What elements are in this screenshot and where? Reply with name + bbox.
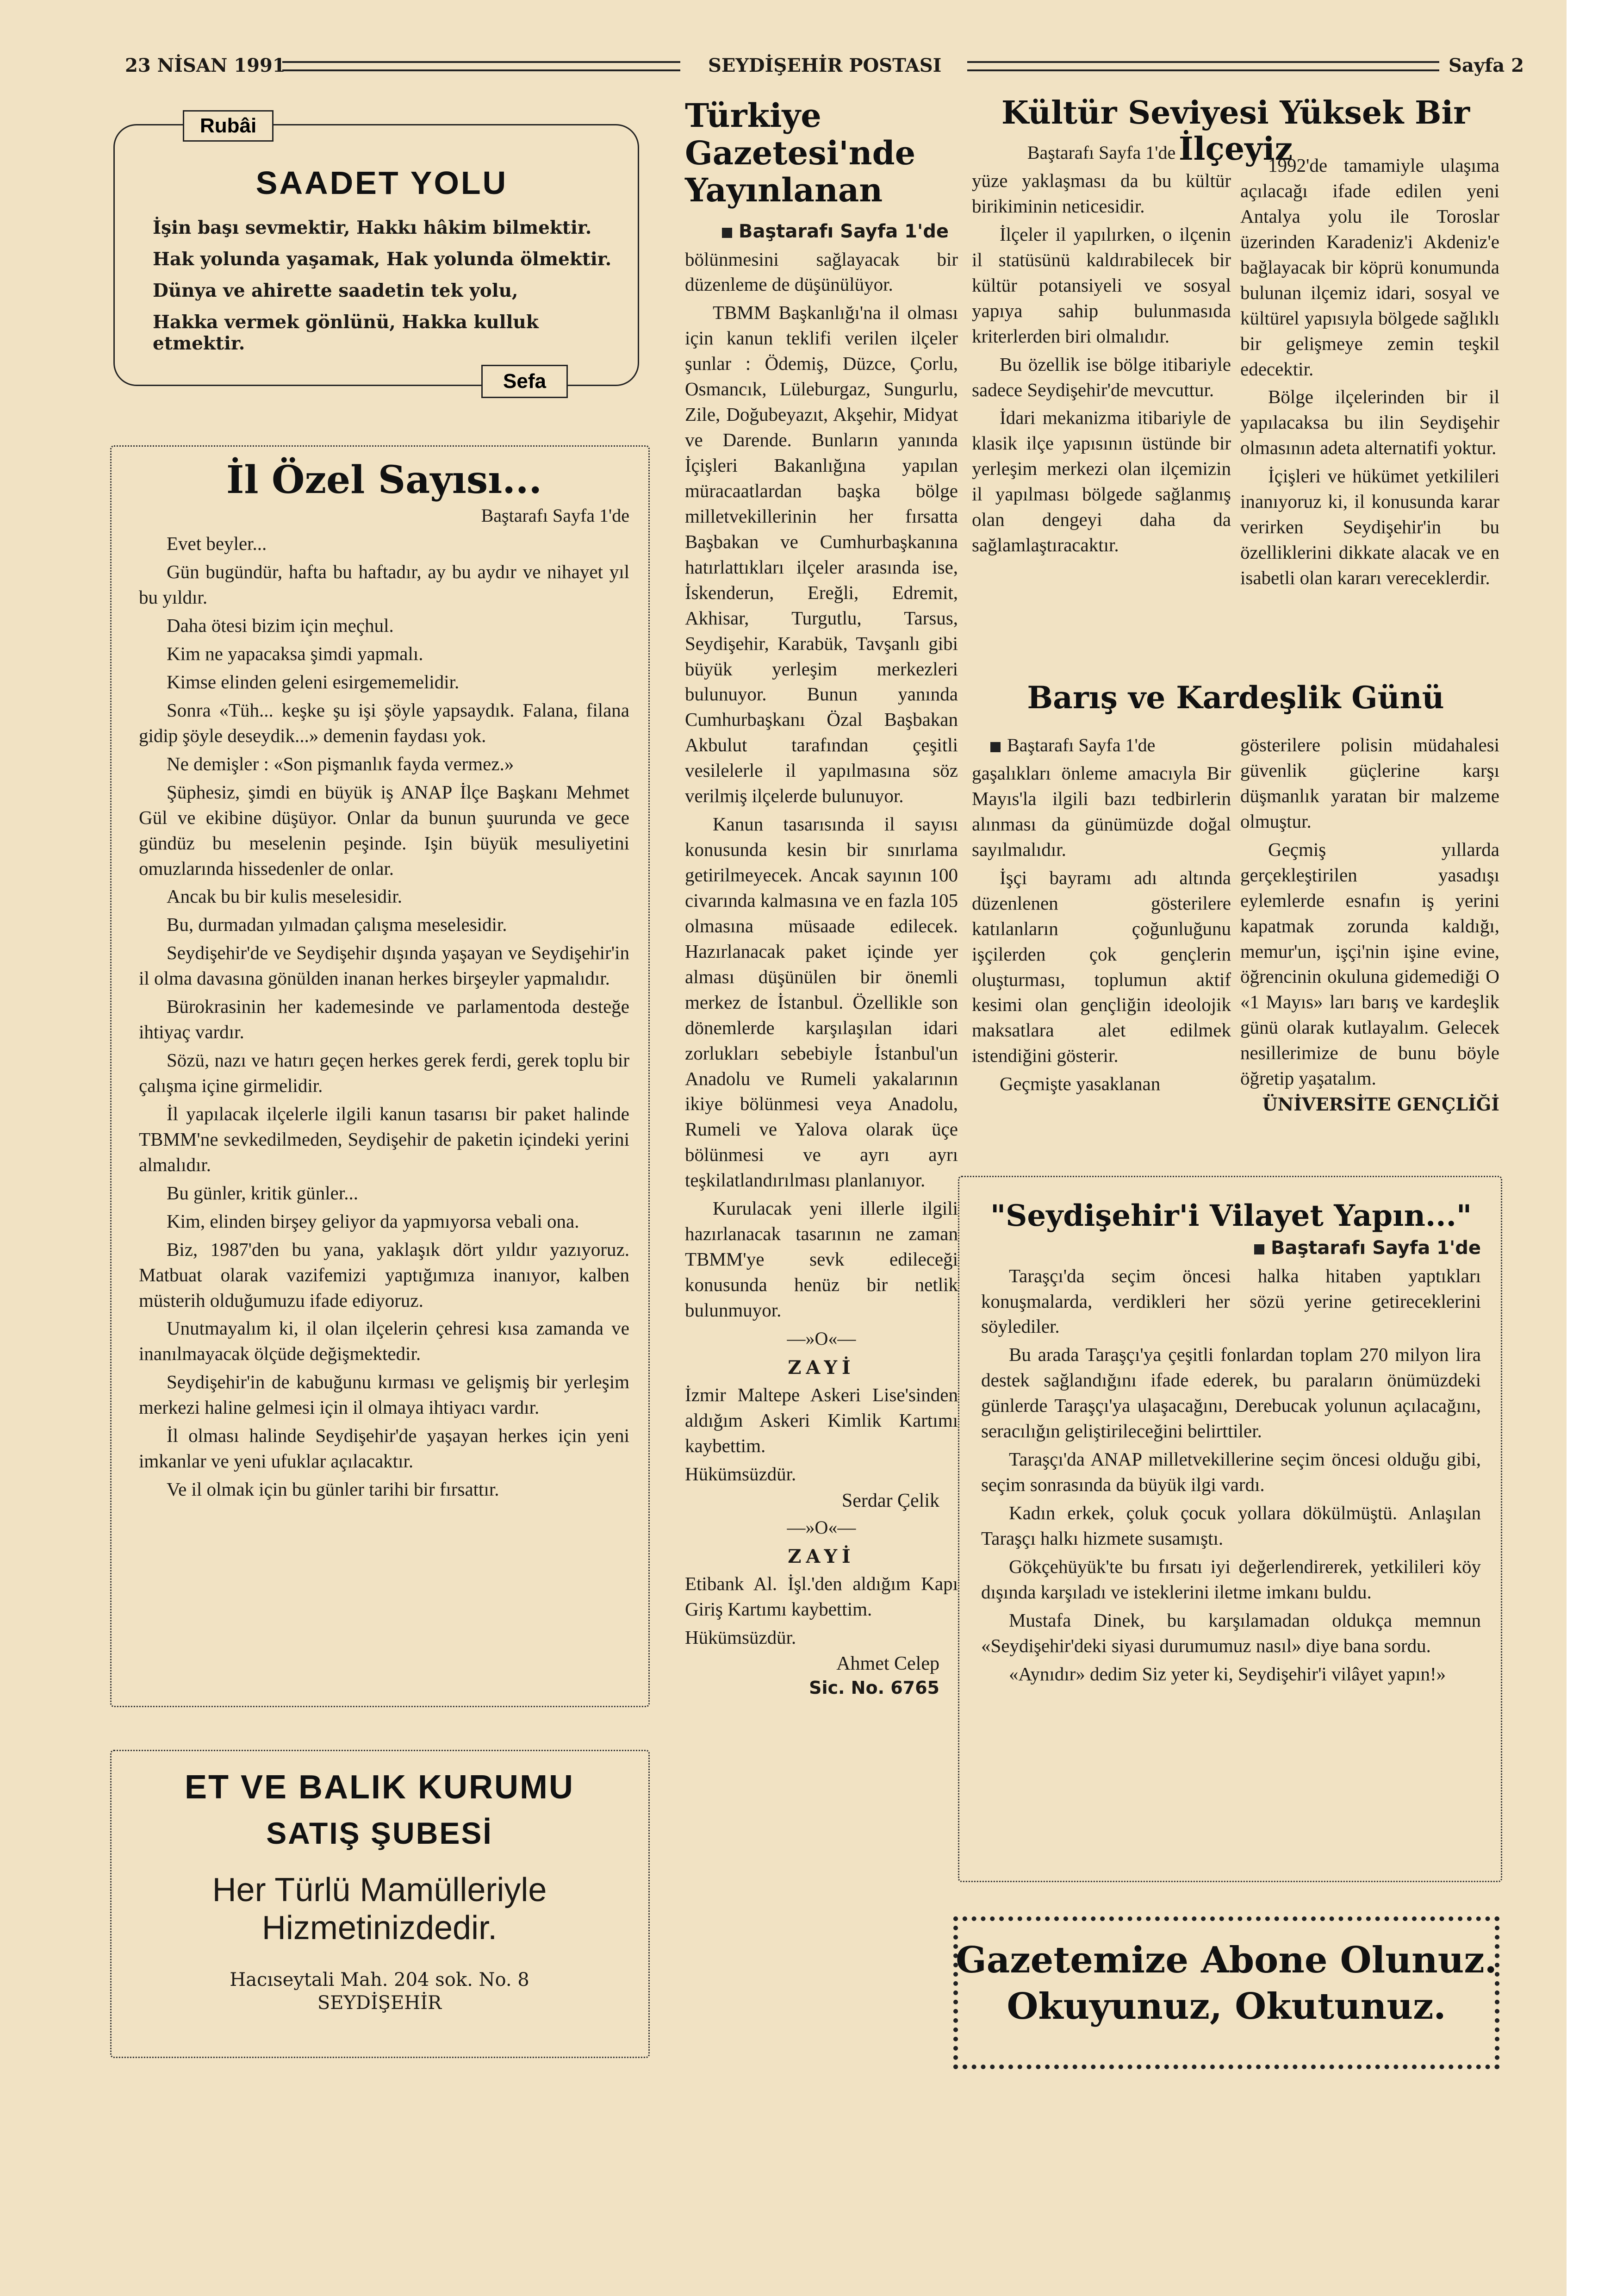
vilayet-paragraph: Mustafa Dinek, bu karşılamadan oldukça memnun «Seydişehir'deki siyasi durumumuz nasıl» diye bana sordu.	[981, 1609, 1481, 1656]
et-balik-title: ET VE BALIK KURUMU	[185, 1769, 574, 1806]
il-ozel-paragraph: Sonra «Tüh... keşke şu işi şöyle yapsaydık. Falana, filana gidip şöyle deseydik...» demenin faydası yok.	[139, 699, 629, 746]
turkiye-headline-1: Türkiye	[685, 96, 821, 135]
turkiye-headline-3: Yayınlanan	[685, 171, 883, 209]
et-balik-subtitle: SATIŞ ŞUBESİ	[266, 1816, 493, 1850]
turkiye-paragraph: TBMM Başkanlığı'na il olması için kanun teklifi verilen ilçeler şunlar : Ödemiş, Düzce, Çorlu, Osmancık, Lüleburgaz, Sungurlu, Zile, Doğubeyazıt, Akşehir, Midyat ve Darende. Bunların yanında İçişleri Bakanlığına yapılan müracaatlardan başka bölge milletvekillerinin her fırsatta Başbakan ve Cumhurbaşkanına hatırlattıkları ilçeler arasında ise, İskenderun, Ereğli, Edremit, Akhisar, Turgutlu, Tarsus, Seydişehir, Karabük, Tavşanlı gibi büyük yerleşim merkezleri bulunuyor. Bunun yanında Cumhurbaşkanı Özal Başbakan Akbulut tarafından çeşitli vesilelerle il yapılmasına söz verilmiş ilçelerde bulunuyor.	[685, 302, 958, 807]
turkiye-continued: Baştarafı Sayfa 1'de	[722, 220, 958, 242]
rubai-author: Sefa	[481, 365, 568, 398]
vilayet-paragraph: Taraşçı'da seçim öncesi halka hitaben yaptıkları konuşmalarda, verdikleri her sözü yerine getireceklerini söylediler.	[981, 1265, 1481, 1337]
il-ozel-continued: Baştarafı Sayfa 1'de	[481, 505, 629, 526]
separator: —»O«—	[787, 1328, 856, 1349]
rubai-title: SAADET YOLU	[255, 165, 508, 201]
il-ozel-paragraph: Biz, 1987'den bu yana, yaklaşık dört yıldır yazıyoruz. Matbuat olarak vazifemizi yaptığımıza inanıyor, kalben müsterih olduğumuzu ifade ediyoruz.	[139, 1238, 629, 1311]
baris-headline: Barış ve Kardeşlik Günü	[1027, 680, 1444, 716]
kultur-headline: Kültür Seviyesi Yüksek Bir İlçeyiz	[1001, 94, 1470, 168]
rubai-line-1: İşin başı sevmektir, Hakkı hâkim bilmektir.	[153, 217, 592, 238]
il-ozel-paragraph: Ve il olmak için bu günler tarihi bir fırsattır.	[167, 1479, 499, 1500]
zayi-1-signature: Serdar Çelik	[841, 1490, 939, 1511]
zayi-title: ZAYİ	[788, 1356, 855, 1379]
vilayet-paragraph: Gökçehüyük'te bu fırsatı iyi değerlendirerek, yetkilileri köy dışında karşıladı ve isteklerini iletme imkanı buldu.	[981, 1555, 1481, 1603]
turkiye-paragraph: Kanun tasarısında il sayısı konusunda kesin bir sınırlama getirilmeyecek. Ancak sayının 100 civarında kalmasına ve en fazla 105 olmasına müsaade edilecek. Hazırlanacak paket içinde yer alması düşünülen bir önemli merkez de İstanbul. Özellikle son dönemlerde karşılaşılan idari zorlukları sebebiyle İstanbul'un Anadolu ve Rumeli yakalarının ikiye bölünmesi veya Anadolu, Rumeli ve Yalova olarak üçe bölünmesi ve ayrı ayrı teşkilatlandırılması planlanıyor.	[685, 813, 958, 1191]
kultur-paragraph: İçişleri ve hükümet yetkilileri inanıyoruz ki, il konusunda karar verirken Seydişehir'in bu özelliklerini dikkate alacak ve en isabetli olan kararı vereceklerdir.	[1240, 465, 1499, 588]
et-balik-slogan-1: Her Türlü Mamülleriyle	[212, 1872, 547, 1909]
il-ozel-paragraph: Bu, durmadan yılmadan çalışma meselesidir.	[167, 914, 507, 936]
vilayet-continued: Baştarafı Sayfa 1'de	[981, 1237, 1481, 1259]
page-number: Sayfa 2	[1449, 55, 1524, 76]
bullet-square-icon	[722, 228, 732, 238]
bullet-square-icon	[1254, 1244, 1264, 1254]
vilayet-headline: "Seydişehir'i Vilayet Yapın..."	[990, 1198, 1472, 1233]
kultur-paragraph: Bölge ilçelerinden bir il yapılacaksa bu ilin Seydişehir olmasının adeta alternatifi yoktur.	[1240, 386, 1499, 459]
vilayet-paragraph: Kadın erkek, çoluk çocuk yollara dökülmüştü. Anlaşılan Taraşçı halkı hizmete susamıştı.	[981, 1502, 1481, 1549]
et-balik-city: SEYDİŞEHİR	[317, 1992, 442, 2014]
issue-date: 23 NİSAN 1991	[125, 55, 286, 76]
turkiye-headline-2: Gazetesi'nde	[685, 133, 916, 172]
header-rule-right	[967, 61, 1439, 71]
il-ozel-paragraph: Kim, elinden birşey geliyor da yapmıyorsa vebali ona.	[167, 1210, 579, 1232]
baris-paragraph: gaşalıkları önleme amacıyla Bir Mayıs'la ilgili bazı tedbirlerin alınması da günümüzde doğal sayılmalıdır.	[972, 762, 1231, 860]
il-ozel-paragraph: Unutmayalım ki, il olan ilçelerin çehresi kısa zamanda ve inanılmayacak ölçüde değişmektedir.	[139, 1317, 629, 1365]
vilayet-paragraph: Taraşçı'da ANAP milletvekillerine seçim öncesi olduğu gibi, seçim sonrasında da büyük ilgi vardı.	[981, 1448, 1481, 1496]
il-ozel-paragraph: Ne demişler : «Son pişmanlık fayda vermez.»	[167, 753, 514, 774]
kultur-paragraph: yüze yaklaşması da bu kültür birikiminin neticesidir.	[972, 170, 1231, 217]
separator: —»O«—	[787, 1516, 856, 1538]
bullet-square-icon	[990, 742, 1001, 752]
vilayet-paragraph: Bu arada Taraşçı'ya çeşitli fonlardan toplam 270 milyon lira destek sağlandığını ifade ederek, bu paraların önümüzdeki günlerde Taraşçı'ya ulaşacağını, Derebucak yolunun açılacağını, seracılığın geliştirileceğini belirttiler.	[981, 1344, 1481, 1442]
zayi-2-number: Sic. No. 6765	[809, 1678, 939, 1698]
et-balik-slogan-2: Hizmetinizdedir.	[261, 1909, 497, 1947]
il-ozel-paragraph: Gün bugündür, hafta bu haftadır, ay bu aydır ve nihayet yıl bu yıldır.	[139, 561, 629, 608]
il-ozel-headline: İl Özel Sayısı...	[226, 458, 542, 502]
kultur-paragraph: İdari mekanizma itibariyle de klasik ilçe yapısının üstünde bir yerleşim merkezi olan ilçemizin il yapılması bölgede sağlanmış olan dengeyi daha da sağlamlaştıracaktır.	[972, 407, 1231, 556]
baris-paragraph: Geçmiş yıllarda gerçekleştirilen yasadışı eylemlerde esnafın iş yerini kapatmak zorunda kaldığı, memur'un, işçi'nin işine evine, öğrencinin okuluna gidemediği O «1 Mayıs» ları barış ve kardeşlik günü olarak kutlayalım. Gelecek nesillerimize de bunu böyle öğretip yaşatalım.	[1240, 838, 1499, 1089]
abone-line-2: Okuyunuz, Okutunuz.	[1007, 1985, 1446, 2028]
il-ozel-paragraph: Seydişehir'de ve Seydişehir dışında yaşayan ve Seydişehir'in il olma davasına gönülden inanan herkes birşeyler yapmalıdır.	[139, 942, 629, 989]
zayi-2-text: Etibank Al. İşl.'den aldığım Kapı Giriş Kartımı kaybettim.	[685, 1572, 958, 1620]
turkiye-paragraph: bölünmesini sağlayacak bir düzenleme de düşünülüyor.	[685, 248, 958, 295]
il-ozel-paragraph: İl olması halinde Seydişehir'de yaşayan herkes için yeni imkanlar ve yeni ufuklar açılacaktır.	[139, 1425, 629, 1472]
il-ozel-paragraph: Kim ne yapacaksa şimdi yapmalı.	[167, 643, 423, 665]
baris-paragraph: Geçmişte yasaklanan	[1000, 1073, 1161, 1095]
il-ozel-paragraph: Kimse elinden geleni esirgememelidir.	[167, 671, 460, 693]
baris-signature: ÜNİVERSİTE GENÇLİĞİ	[1262, 1094, 1499, 1115]
zayi-title: ZAYİ	[788, 1545, 855, 1567]
rubai-line-3: Dünya ve ahirette saadetin tek yolu,	[153, 280, 518, 301]
rubai-line-2: Hak yolunda yaşamak, Hak yolunda ölmektir.	[153, 249, 612, 270]
et-balik-address: Hacıseytali Mah. 204 sok. No. 8	[230, 1969, 529, 1990]
baris-continued: Baştarafı Sayfa 1'de	[990, 734, 1231, 756]
baris-paragraph: gösterilere polisin müdahalesi güvenlik güçlerine karşı düşmanlık yaratan bir malzeme olmuştur.	[1240, 734, 1499, 832]
il-ozel-paragraph: Bu günler, kritik günler...	[167, 1182, 359, 1204]
il-ozel-paragraph: Seydişehir'in de kabuğunu kırması ve gelişmiş bir yerleşim merkezi haline gelmesi için il olmaya ihtiyacı vardır.	[139, 1371, 629, 1418]
il-ozel-paragraph: Ancak bu bir kulis meselesidir.	[167, 886, 402, 907]
zayi-1-text: İzmir Maltepe Askeri Lise'sinden aldığım Askeri Kimlik Kartımı kaybettim.	[685, 1384, 958, 1456]
kultur-paragraph: Bu özellik ise bölge itibariyle sadece Seydişehir'de mevcuttur.	[972, 353, 1231, 400]
il-ozel-paragraph: Daha ötesi bizim için meçhul.	[167, 615, 394, 636]
vilayet-paragraph: «Aynıdır» dedim Siz yeter ki, Seydişehir'i vilâyet yapın!»	[1009, 1663, 1446, 1685]
il-ozel-paragraph: Şüphesiz, şimdi en büyük iş ANAP İlçe Başkanı Mehmet Gül ve ekibine düşüyor. Onlar da bunun şuurunda ve gece gündüz bu meselenin peşinde. Işin büyük mesuliyetini omuzlarında hissedenler de onlar.	[139, 781, 629, 879]
header-rule-left	[282, 61, 680, 71]
kultur-paragraph: İlçeler il yapılırken, o ilçenin il statüsünü kaldırabilecek bir kültür potansiyeli ve sosyal yapıya sahip bulunmasıda kriterlerden biri olmalıdır.	[972, 223, 1231, 347]
paper-name: SEYDİŞEHİR POSTASI	[708, 55, 942, 76]
il-ozel-paragraph: Sözü, nazı ve hatırı geçen herkes gerek ferdi, gerek toplu bir çalışma içine girmelidir.	[139, 1049, 629, 1097]
rubai-label: Rubâi	[183, 110, 274, 142]
baris-paragraph: İşçi bayramı adı altında düzenlenen gösterilere katılanların çoğunluğunu işçilerden çok gençlerin oluşturması, toplumun aktif kesimi olan gençliğin ideolojik maksatlara alet edilmek istendiğini gösterir.	[972, 867, 1231, 1067]
turkiye-paragraph: Kurulacak yeni illerle ilgili hazırlanacak tasarının ne zaman TBMM'ye sevk edileceği konusunda henüz bir netlik bulunmuyor.	[685, 1198, 958, 1321]
abone-line-1: Gazetemize Abone Olunuz.	[956, 1939, 1497, 1981]
zayi-2-signature: Ahmet Celep	[836, 1653, 939, 1675]
il-ozel-paragraph: Evet beyler...	[167, 533, 267, 555]
rubai-line-4: Hakka vermek gönlünü, Hakka kulluk etmektir.	[153, 312, 539, 354]
zayi-1-void: Hükümsüzdür.	[685, 1463, 796, 1485]
kultur-continued: Baştarafı Sayfa 1'de	[1027, 142, 1176, 163]
zayi-2-void: Hükümsüzdür.	[685, 1626, 796, 1648]
kultur-paragraph: 1992'de tamamiyle ulaşıma açılacağı ifade edilen yeni Antalya yolu ile Toroslar üzerinden Karadeniz'i Akdeniz'e bağlayacak bir köprü konumunda bulunan ilçemiz idari, sosyal ve kültürel yapısıyla bölgede sağlıklı bir gelişmeye zemin teşkil edecektir.	[1240, 155, 1499, 380]
il-ozel-paragraph: Bürokrasinin her kademesinde ve parlamentoda desteğe ihtiyaç vardır.	[139, 996, 629, 1043]
il-ozel-paragraph: İl yapılacak ilçelerle ilgili kanun tasarısı bir paket halinde TBMM'ne sevkedilmeden, Seydişehir de paketin içindeki yerini almalıdır.	[139, 1103, 629, 1175]
